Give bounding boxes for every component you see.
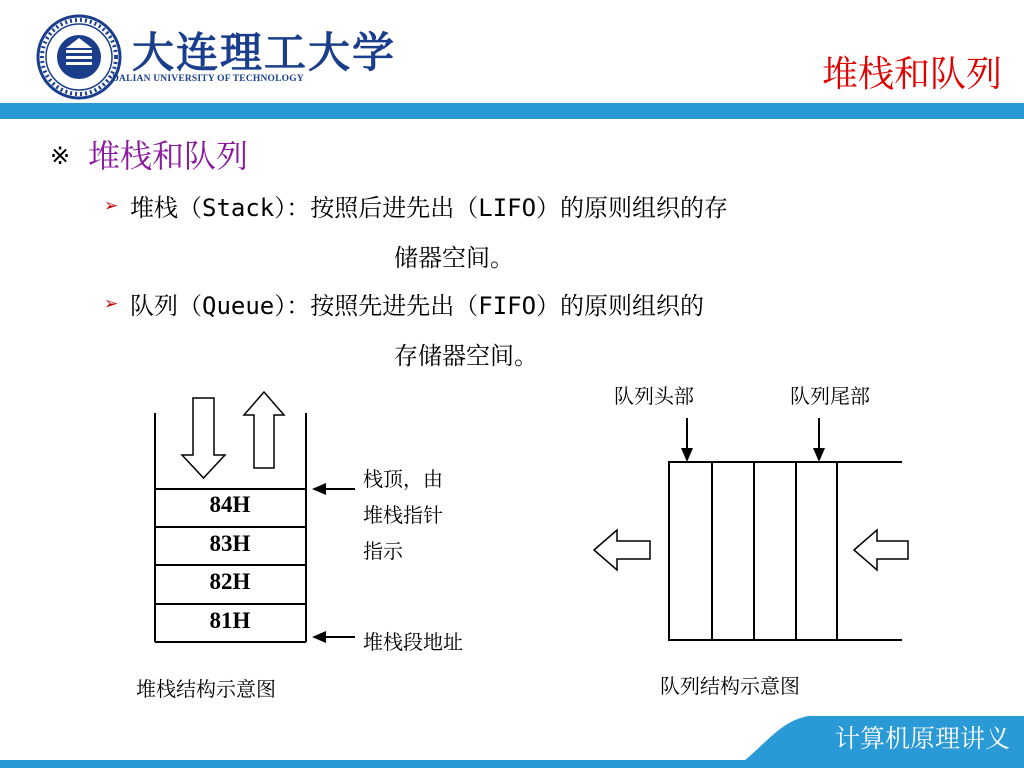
school-name-cn: 大连理工大学 bbox=[132, 28, 397, 77]
queue-tail-pointer-arrow bbox=[813, 418, 825, 462]
stack-base-pointer-arrow bbox=[312, 631, 355, 643]
queue-head-pointer-arrow bbox=[681, 418, 693, 462]
footer-text: 计算机原理讲义 bbox=[834, 724, 1010, 753]
queue-definition-line1: 队列（Queue）：按照先进先出（FIFO）的原则组织的 bbox=[130, 292, 705, 320]
queue-definition-line2: 存储器空间。 bbox=[394, 342, 538, 370]
queue-tail-label: 队列尾部 bbox=[790, 384, 870, 408]
stack-definition-line1: 堆栈（Stack）：按照后进先出（LIFO）的原则组织的存 bbox=[130, 194, 729, 222]
stack-cell: 84H bbox=[209, 492, 251, 517]
footer-band bbox=[0, 760, 1024, 768]
bullet-marker: ➢ bbox=[104, 294, 119, 314]
stack-cell: 81H bbox=[209, 608, 251, 633]
bullet-marker: ➢ bbox=[104, 196, 119, 216]
section-marker: ※ bbox=[50, 142, 71, 170]
queue-caption: 队列结构示意图 bbox=[660, 674, 800, 698]
queue-head-label: 队列头部 bbox=[614, 384, 694, 408]
stack-top-label: 堆栈指针 bbox=[363, 503, 443, 527]
dequeue-arrow-icon bbox=[594, 530, 650, 570]
stack-cell: 83H bbox=[209, 531, 251, 556]
enqueue-arrow-icon bbox=[854, 530, 908, 570]
slide-title: 堆栈和队列 bbox=[821, 54, 1002, 95]
stack-definition-line2: 储器空间。 bbox=[394, 244, 514, 272]
stack-base-label: 堆栈段地址 bbox=[363, 630, 463, 654]
pop-arrow-icon bbox=[244, 392, 284, 468]
stack-caption: 堆栈结构示意图 bbox=[136, 677, 276, 701]
stack-top-label: 栈顶，由 bbox=[363, 467, 443, 491]
push-arrow-icon bbox=[182, 398, 225, 478]
stack-cell: 82H bbox=[209, 569, 251, 594]
school-name-en: DALIAN UNIVERSITY OF TECHNOLOGY bbox=[112, 74, 304, 84]
stack-top-pointer-arrow bbox=[312, 483, 355, 495]
stack-top-label: 指示 bbox=[363, 539, 403, 563]
section-heading: 堆栈和队列 bbox=[88, 137, 249, 175]
